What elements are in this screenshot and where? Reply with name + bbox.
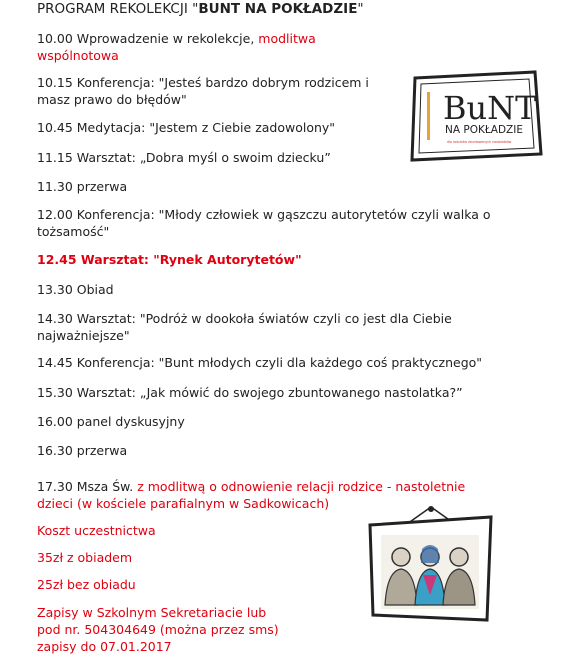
program-line	[37, 327, 130, 345]
signup-phone	[37, 621, 279, 639]
line-text: 16.00 panel dyskusyjny	[37, 414, 185, 429]
cost-heading	[37, 522, 156, 540]
line-text: 11.30 przerwa	[37, 179, 128, 194]
line-text: 14.45 Konferencja: "Bunt młodych czyli dla każdego coś praktycznego"	[37, 355, 483, 370]
family-photo-image	[367, 505, 495, 625]
line-red-text: modlitwa	[258, 31, 316, 46]
program-line	[37, 223, 109, 241]
program-line	[37, 354, 482, 372]
line-red-text: 25zł bez obiadu	[37, 577, 136, 592]
program-line	[37, 91, 187, 109]
line-text: 16.30 przerwa	[37, 443, 128, 458]
line-text: 13.30 Obiad	[37, 282, 114, 297]
line-text: 15.30 Warsztat: „Jak mówić do swojego zbuntowanego nastolatka?”	[37, 385, 463, 400]
line-red-text: dzieci (w kościele parafialnym w Sadkowicach)	[37, 496, 330, 511]
program-line	[37, 149, 331, 167]
program-line-highlight	[37, 251, 302, 269]
program-line	[37, 178, 127, 196]
line-text: 11.15 Warsztat: „Dobra myśl o swoim dziecku”	[37, 150, 331, 165]
program-line	[37, 47, 119, 65]
line-text: 10.00 Wprowadzenie w rekolekcje,	[37, 31, 259, 46]
program-line	[37, 206, 491, 224]
price-without-lunch	[37, 576, 136, 594]
title-suffix: "	[357, 1, 364, 17]
highlight-text: 12.45 Warsztat: "Rynek Autorytetów"	[37, 252, 302, 267]
line-red-text: zapisy do 07.01.2017	[37, 639, 172, 654]
line-text: 10.15 Konferencja: "Jesteś bardzo dobrym rodzicem i	[37, 75, 369, 90]
line-text: 12.00 Konferencja: "Młody człowiek w gąszczu autorytetów czyli walka o	[37, 207, 491, 222]
line-red-text: Koszt uczestnictwa	[37, 523, 156, 538]
line-text: 10.45 Medytacja: "Jestem z Ciebie zadowolony"	[37, 120, 336, 135]
line-text: najważniejsze"	[37, 328, 130, 343]
line-red-text: z modlitwą o odnowienie relacji rodzice - nastoletnie	[137, 479, 466, 494]
signup-info	[37, 604, 266, 622]
line-text: 17.30 Msza Św.	[37, 479, 138, 494]
line-red-text: 35zł z obiadem	[37, 550, 133, 565]
title-prefix: PROGRAM REKOLEKCJI "	[37, 1, 199, 17]
program-line	[37, 384, 463, 402]
program-line	[37, 442, 127, 460]
logo-side-text: dla rodziców zbuntowanych nastolatków	[447, 140, 512, 144]
signup-deadline	[37, 638, 172, 656]
program-line	[37, 119, 335, 137]
line-text: masz prawo do błędów"	[37, 92, 187, 107]
line-red-text: Zapisy w Szkolnym Sekretariacie lub	[37, 605, 267, 620]
line-red-text: wspólnotowa	[37, 48, 119, 63]
program-line	[37, 495, 329, 513]
program-line	[37, 478, 465, 496]
line-text: 14.30 Warsztat: "Podróż w dookoła światów czyli co jest dla Ciebie	[37, 311, 452, 326]
line-text: tożsamość"	[37, 224, 110, 239]
logo-word-pokladzie: NA POKŁADZIE	[445, 124, 523, 136]
bunt-logo-image	[409, 70, 544, 162]
line-red-text: pod nr. 504304649 (można przez sms)	[37, 622, 279, 637]
program-line	[37, 30, 316, 48]
price-with-lunch	[37, 549, 132, 567]
title-bold: BUNT NA POKŁADZIE	[198, 1, 358, 17]
logo-word-bunt: BuNT	[443, 89, 537, 127]
program-line	[37, 310, 452, 328]
program-line	[37, 413, 185, 431]
program-line	[37, 281, 114, 299]
program-line	[37, 74, 369, 92]
program-title	[37, 1, 364, 17]
